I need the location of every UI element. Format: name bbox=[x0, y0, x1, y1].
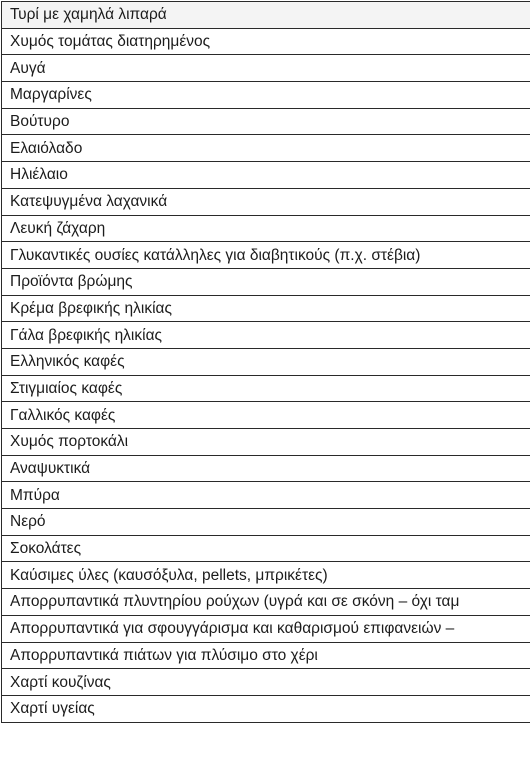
table-cell: Απορρυπαντικά πλυντηρίου ρούχων (υγρά και σε σκόνη – όχι ταμ bbox=[2, 589, 530, 616]
table-row bbox=[2, 642, 530, 669]
table-cell: Κρέμα βρεφικής ηλικίας bbox=[2, 295, 530, 322]
table-row bbox=[2, 295, 530, 322]
table-cell: Λευκή ζάχαρη bbox=[2, 215, 530, 242]
table-cell: Βούτυρο bbox=[2, 108, 530, 135]
table-row bbox=[2, 535, 530, 562]
table-row bbox=[2, 402, 530, 429]
table-cell: Νερό bbox=[2, 509, 530, 536]
table-row bbox=[2, 348, 530, 375]
table-row bbox=[2, 509, 530, 536]
table-row bbox=[2, 615, 530, 642]
table-row bbox=[2, 562, 530, 589]
table-cell: Αυγά bbox=[2, 55, 530, 82]
table-row bbox=[2, 455, 530, 482]
table-cell: Γλυκαντικές ουσίες κατάλληλες για διαβητικούς (π.χ. στέβια) bbox=[2, 242, 530, 269]
table-row bbox=[2, 162, 530, 189]
table-row bbox=[2, 322, 530, 349]
table-cell: Χαρτί κουζίνας bbox=[2, 669, 530, 696]
table-cell: Ηλιέλαιο bbox=[2, 162, 530, 189]
table-cell: Αναψυκτικά bbox=[2, 455, 530, 482]
table-row bbox=[2, 55, 530, 82]
table-cell: Στιγμιαίος καφές bbox=[2, 375, 530, 402]
table-cell: Απορρυπαντικά πιάτων για πλύσιμο στο χέρι bbox=[2, 642, 530, 669]
table-cell: Γαλλικός καφές bbox=[2, 402, 530, 429]
table-cell: Γάλα βρεφικής ηλικίας bbox=[2, 322, 530, 349]
table-row bbox=[2, 429, 530, 456]
table-row bbox=[2, 242, 530, 269]
table-row bbox=[2, 268, 530, 295]
table-row bbox=[2, 82, 530, 109]
table-cell: Χυμός πορτοκάλι bbox=[2, 429, 530, 456]
table-row bbox=[2, 589, 530, 616]
table-row bbox=[2, 2, 530, 29]
table-cell: Σοκολάτες bbox=[2, 535, 530, 562]
table-cell: Ελαιόλαδο bbox=[2, 135, 530, 162]
table-cell: Προϊόντα βρώμης bbox=[2, 268, 530, 295]
table-cell: Κατεψυγμένα λαχανικά bbox=[2, 188, 530, 215]
table-row bbox=[2, 669, 530, 696]
table-cell: Μπύρα bbox=[2, 482, 530, 509]
table-cell: Μαργαρίνες bbox=[2, 82, 530, 109]
table-cell: Τυρί με χαμηλά λιπαρά bbox=[2, 2, 530, 29]
table-row bbox=[2, 375, 530, 402]
table-row bbox=[2, 215, 530, 242]
table-cell: Χυμός τομάτας διατηρημένος bbox=[2, 28, 530, 55]
table-cell: Απορρυπαντικά για σφουγγάρισμα και καθαρισμού επιφανειών – bbox=[2, 615, 530, 642]
table-row bbox=[2, 482, 530, 509]
table-row bbox=[2, 28, 530, 55]
table-cell: Χαρτί υγείας bbox=[2, 695, 530, 722]
product-list-table bbox=[1, 1, 530, 723]
table-row bbox=[2, 188, 530, 215]
table-row bbox=[2, 108, 530, 135]
table-row bbox=[2, 135, 530, 162]
table-row bbox=[2, 695, 530, 722]
table-cell: Ελληνικός καφές bbox=[2, 348, 530, 375]
table-cell: Καύσιμες ύλες (καυσόξυλα, pellets, μπρικέτες) bbox=[2, 562, 530, 589]
